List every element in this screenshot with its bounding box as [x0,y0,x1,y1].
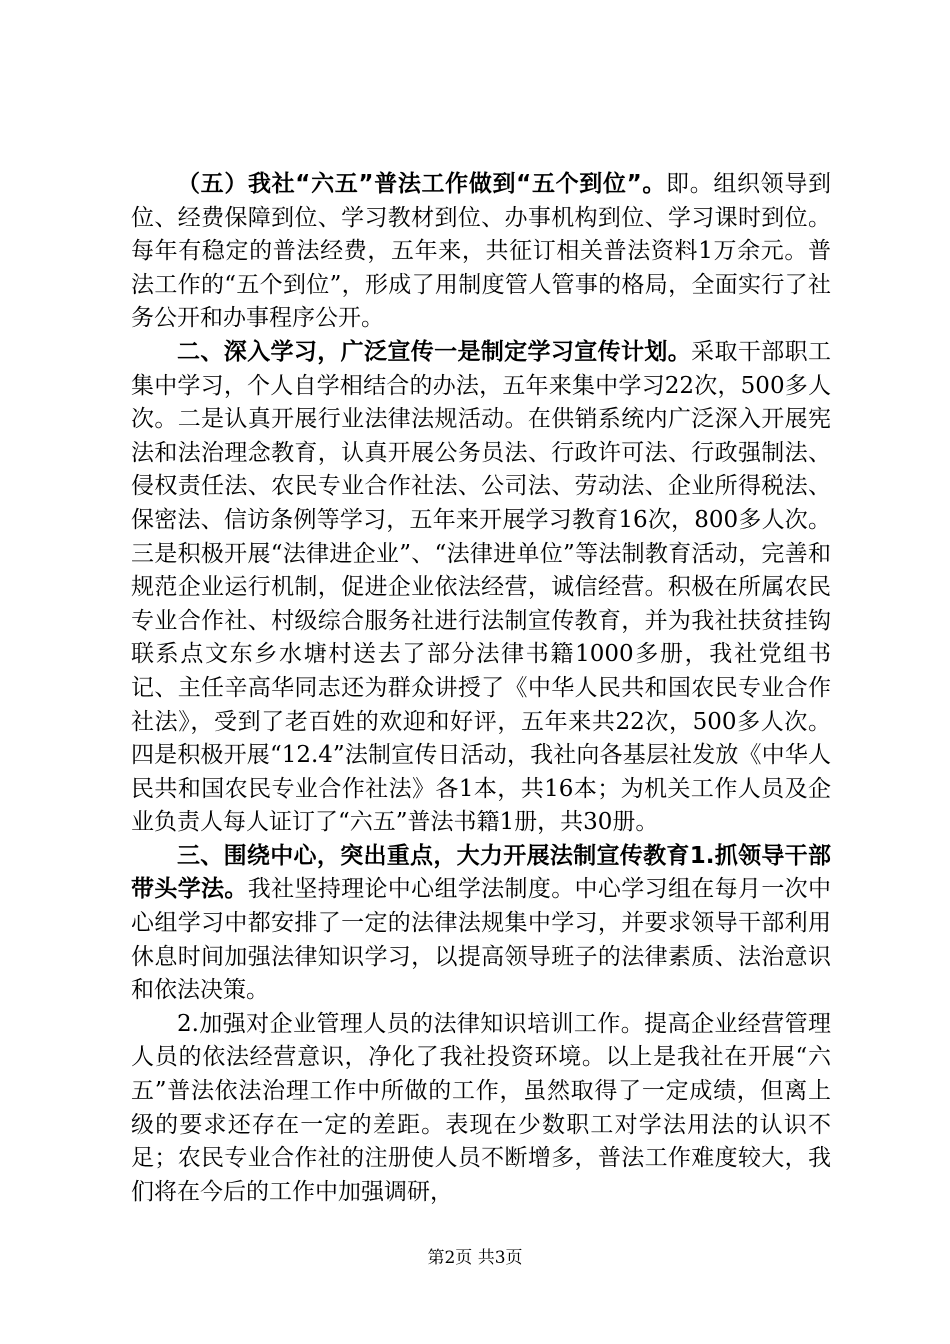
paragraph-text: 2.加强对企业管理人员的法律知识培训工作。提高企业经营管理人员的依法经营意识，净化了我社投资环境。以上是我社在开展“六五”普法依法治理工作中所做的工作，虽然取得了一定成绩，但离上级的要求还存在一定的差距。表现在少数职工对学法用法的认识不足；农民专业合作社的注册使人员不断增多，普法工作难度较大，我们将在今后的工作中加强调研， [131,1010,831,1205]
page-number-footer: 第2页 共3页 [427,1248,523,1268]
paragraph-text: 我社坚持理论中心组学法制度。中心学习组在每月一次中心组学习中都安排了一定的法律法规集中学习，并要求领导干部利用休息时间加强法律知识学习，以提高领导班子的法律素质、法治意识和依法决策。 [131,876,832,1004]
paragraph-heading: 二、深入学习，广泛宣传一是制定学习宣传计划。 [177,338,692,365]
paragraph-heading: 三、围绕中心，突出重点，大力开展法制宣传教育1.抓领导干部带头学法。 [131,842,831,903]
paragraph-text: 采取干部职工集中学习，个人自学相结合的办法，五年来集中学习22次，500多人次。二是认真开展行业法律法规活动。在供销系统内广泛深入开展宪法和法治理念教育，认真开展公务员法、行政许可法、行政强制法、侵权责任法、农民专业合作社法、公司法、劳动法、企业所得税法、保密法、信访条例等学习，五年来开展学习教育16次，800多人次。三是积极开展“法律进企业”、“法律进单位”等法制教育活动，完善和规范企业运行机制，促进企业依法经营，诚信经营。积极在所属农民专业合作社、村级综合服务社进行法制宣传教育，并为我社扶贫挂钩联系点文东乡水塘村送去了部分法律书籍1000多册，我社党组书记、主任辛高华同志还为群众讲授了《中华人民共和国农民专业合作社法》，受到了老百姓的欢迎和好评，五年来共22次，500多人次。四是积极开展“12.4”法制宣传日活动，我社向各基层社发放《中华人民共和国农民专业合作社法》各1本，共16本；为机关工作人员及企业负责人每人证订了“六五”普法书籍1册，共30册。 [131,338,832,836]
paragraph-focus-center [131,840,831,1008]
paragraph-five-in-place [131,168,831,336]
paragraph-text: 即。组织领导到位、经费保障到位、学习教材到位、办事机构到位、学习课时到位。每年有稳定的普法经费，五年来，共征订相关普法资料1万余元。普法工作的“五个到位”，形成了用制度管人管事的格局，全面实行了社务公开和办事程序公开。 [131,171,832,332]
paragraph-study-publicity [131,336,831,840]
paragraph-heading: （五）我社“六五”普法工作做到“五个到位”。 [177,171,667,197]
document-body [131,168,831,1209]
paragraph-enterprise-training [131,1008,831,1210]
